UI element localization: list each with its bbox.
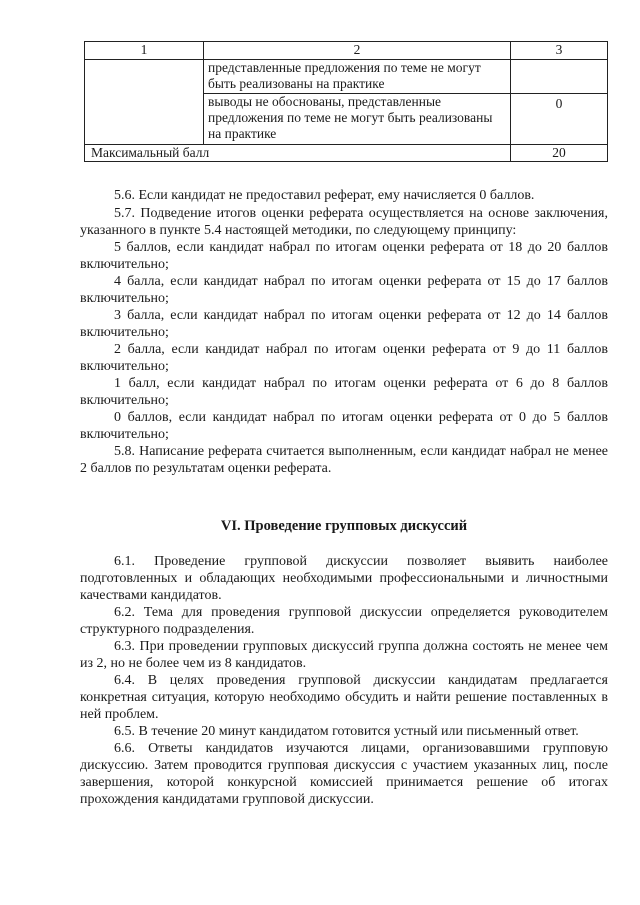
- paragraph: 5 баллов, если кандидат набрал по итогам оценки реферата от 18 до 20 баллов включительно;: [80, 240, 608, 272]
- paragraph: 5.8. Написание реферата считается выполненным, если кандидат набрал не менее 2 баллов по результатам оценки реферата.: [80, 444, 608, 476]
- paragraph: 6.1. Проведение групповой дискуссии позволяет выявить наиболее подготовленных и обладающих необходимыми профессиональными и личностными качествами кандидатов.: [80, 554, 608, 603]
- table-header-cell: 1: [85, 42, 204, 60]
- max-score-label: Максимальный балл: [85, 145, 511, 162]
- paragraph: 6.2. Тема для проведения групповой дискуссии определяется руководителем структурного подразделения.: [80, 605, 608, 637]
- table-cell-empty: [85, 60, 204, 145]
- table-row: [85, 60, 608, 94]
- table-row-max: [85, 145, 608, 162]
- paragraph: 3 балла, если кандидат набрал по итогам оценки реферата от 12 до 14 баллов включительно;: [80, 308, 608, 340]
- table-header-cell: 2: [204, 42, 511, 60]
- table-cell-criterion: выводы не обоснованы, представленные предложения по теме не могут быть реализованы на практике: [204, 94, 511, 145]
- table-cell-criterion: представленные предложения по теме не могут быть реализованы на практике: [204, 60, 511, 94]
- section-heading: VI. Проведение групповых дискуссий: [220, 518, 468, 534]
- paragraph: 0 баллов, если кандидат набрал по итогам оценки реферата от 0 до 5 баллов включительно;: [80, 410, 608, 442]
- section-5-text: [80, 187, 608, 477]
- paragraph: 5.6. Если кандидат не предоставил реферат, ему начисляется 0 баллов.: [114, 188, 535, 203]
- paragraph: 4 балла, если кандидат набрал по итогам оценки реферата от 15 до 17 баллов включительно;: [80, 274, 608, 306]
- section-6-text: [80, 553, 608, 808]
- paragraph: 6.4. В целях проведения групповой дискуссии кандидатам предлагается конкретная ситуация, которую необходимо обсудить и найти решение поставленных в ней проблем.: [80, 673, 608, 722]
- max-score-value: 20: [511, 145, 608, 162]
- paragraph: 6.3. При проведении групповых дискуссий группа должна состоять не менее чем из 2, но не более чем из 8 кандидатов.: [80, 639, 608, 671]
- table-cell-score: 0: [511, 94, 608, 145]
- paragraph: 2 балла, если кандидат набрал по итогам оценки реферата от 9 до 11 баллов включительно;: [80, 342, 608, 374]
- paragraph: 5.7. Подведение итогов оценки реферата осуществляется на основе заключения, указанного в пункте 5.4 настоящей методики, по следующему принципу:: [80, 206, 608, 238]
- table-cell-score: [511, 60, 608, 94]
- table-header-row: [85, 42, 608, 60]
- table-header-cell: 3: [511, 42, 608, 60]
- paragraph: 6.6. Ответы кандидатов изучаются лицами, организовавшими групповую дискуссию. Затем проводится групповая дискуссия с участием указанных лиц, после завершения, которой конкурсной комиссией принимается решение об итогах прохождения кандидатами групповой дискуссии.: [80, 741, 608, 807]
- paragraph: 1 балл, если кандидат набрал по итогам оценки реферата от 6 до 8 баллов включительно;: [80, 376, 608, 408]
- paragraph: 6.5. В течение 20 минут кандидатом готовится устный или письменный ответ.: [114, 724, 579, 739]
- criteria-table: [84, 41, 608, 162]
